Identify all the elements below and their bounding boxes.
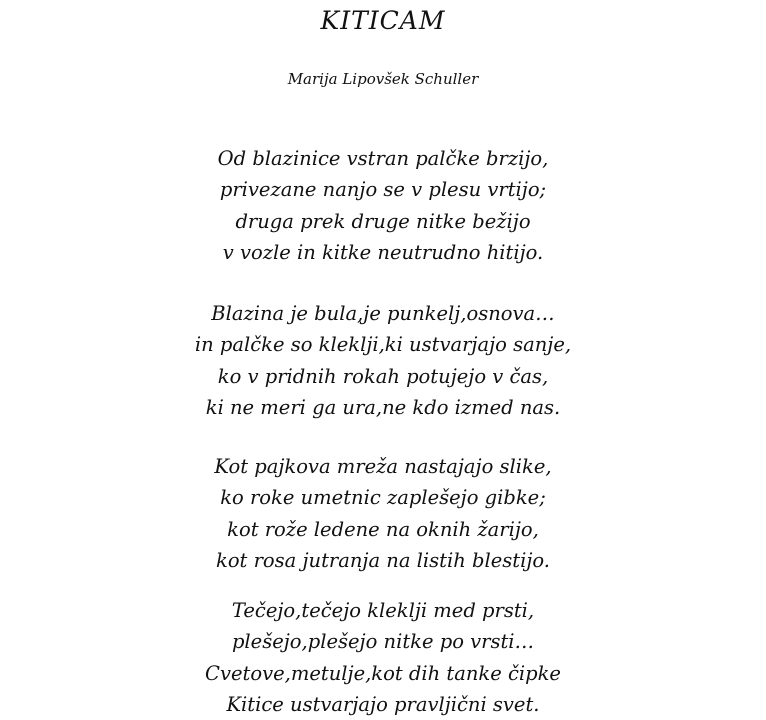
stanza-line: druga prek druge nitke bežijo xyxy=(235,209,531,233)
poem-author: Marija Lipovšek Schuller xyxy=(287,70,479,88)
stanza-line: ko roke umetnic zaplešejo gibke; xyxy=(220,486,546,510)
stanza-line: Tečejo,tečejo kleklji med prsti, xyxy=(231,599,535,622)
stanza-line: Od blazinice vstran palčke brzijo, xyxy=(217,147,549,170)
stanza-line: kot rože ledene na oknih žarijo, xyxy=(227,517,539,541)
stanza-1 xyxy=(0,143,766,268)
stanza-line: Kitice ustvarjajo pravljični svet. xyxy=(226,692,540,716)
stanza-line: ki ne meri ga ura,ne kdo izmed nas. xyxy=(205,395,561,419)
stanza-line: Cvetove,metulje,kot dih tanke čipke xyxy=(205,661,561,685)
stanza-line: plešejo,plešejo nitke po vrsti… xyxy=(231,630,535,654)
stanza-line: in palčke so kleklji,ki ustvarjajo sanje, xyxy=(194,333,572,357)
stanza-line: ko v pridnih rokah potujejo v čas, xyxy=(217,364,549,388)
stanza-line: Blazina je bula,je punkelj,osnova… xyxy=(211,302,555,325)
stanza-line: v vozle in kitke neutrudno hitijo. xyxy=(222,240,544,264)
stanza-2 xyxy=(0,298,766,423)
stanza-line: privezane nanjo se v plesu vrtijo; xyxy=(219,178,547,202)
poem-title: KITICAM xyxy=(320,6,446,35)
stanza-line: kot rosa jutranja na listih blestijo. xyxy=(216,548,550,572)
stanza-4 xyxy=(0,595,766,720)
stanza-3 xyxy=(0,451,766,576)
stanza-line: Kot pajkova mreža nastajajo slike, xyxy=(214,455,552,478)
